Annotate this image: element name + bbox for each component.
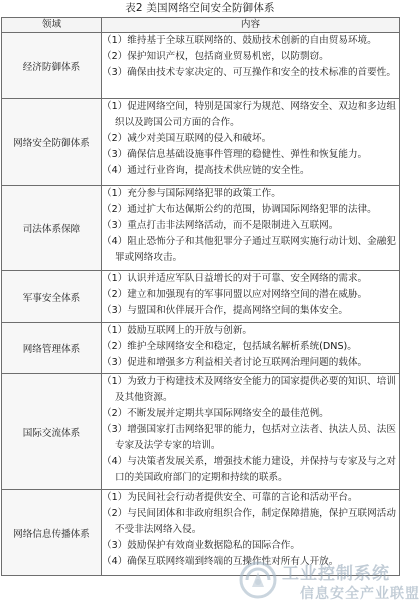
list-item: （1）鼓励互联网上的开放与创新。 [102,325,253,336]
content-cell [102,186,400,271]
list-item: （2）维护全球网络安全和稳定，包括域名解析系统(DNS)。 [102,341,357,352]
list-item: （4）通过行业咨询，提高技术供应链的安全性。 [102,165,310,176]
table-row [2,33,400,99]
table-row [2,374,400,490]
domain-information-dissemination: 网络信息传播体系 [2,490,102,576]
content-cell [102,99,400,186]
list-item: （3）确保由技术专家决定的、可互操作和安全的技术标准的首要性。 [102,67,396,78]
list-item: （1）认识并适应军队日益增长的对于可靠、安全网络的需求。 [102,273,368,284]
list-item: （3）鼓励保护有效商业数据隐私的国际合作。 [102,540,300,551]
list-item: （1）维持基于全球互联网络的、鼓励技术创新的自由贸易环境。 [102,35,377,46]
domain-economic: 经济防御体系 [2,33,102,99]
list-item: （2）不断发展并定期共享国际网络安全的最佳范例。 [102,408,329,419]
table-row [2,323,400,374]
header-domain: 领域 [2,18,102,33]
watermark-line-1: 工业控制系统 [282,564,390,584]
domain-military: 军事安全体系 [2,271,102,323]
table-row [2,186,400,271]
list-item: （2）保护知识产权，包括商业贸易机密，以防剽窃。 [102,51,329,62]
list-item: （1）促进网络空间，特别是国家行为规范、网络安全、双边和多边组织以及跨国公司方面的合作。 [102,101,396,128]
table-row [2,99,400,186]
list-item: （4）与决策者发展关系，增强技术能力建设，并保持与专家及与之对口的美国政府部门的定期和持续的联系。 [102,456,396,483]
table-row [2,271,400,323]
table-row [2,490,400,576]
list-item: （3）促进和增强多方利益相关者讨论互联网治理问题的载体。 [102,357,368,368]
table-header-row [2,18,400,33]
domain-judicial: 司法体系保障 [2,186,102,271]
domain-cyber-security: 网络安全防御体系 [2,99,102,186]
content-cell [102,374,400,490]
watermark-line-2: 信息安全产业联盟 [300,586,420,602]
content-cell [102,271,400,323]
list-item: （3）重点打击非法网络活动，而不是限制进入互联网。 [102,220,339,231]
list-item: （4）阻止恐怖分子和其他犯罪分子通过互联网实施行动计划、金融犯罪或网络攻击。 [102,236,396,263]
content-cell [102,490,400,576]
domain-international-exchange: 国际交流体系 [2,374,102,490]
list-item: （3）增强国家打击网络犯罪的能力，包括对立法者、执法人员、法医专家及法学专家的培训。 [102,424,396,451]
list-item: （3）与盟国和伙伴展开合作，提高网络空间的集体安全。 [102,305,348,316]
list-item: （1）为民间社会行动者提供安全、可靠的言论和活动平台。 [102,492,358,503]
table-caption: 表2 美国网络空间安全防御体系 [125,2,275,14]
domain-network-management: 网络管理体系 [2,323,102,374]
list-item: （4）确保互联网终端到终端的互操作性对所有人开放。 [102,556,339,567]
list-item: （1）为致力于构建技术及网络安全能力的国家提供必要的知识、培训及其他资源。 [102,376,396,403]
list-item: （2）与民间团体和非政府组织合作，制定保障措施，保护互联网活动不受非法网络入侵。 [102,508,396,535]
list-item: （2）建立和加强现有的军事同盟以应对网络空间的潜在威胁。 [102,289,368,300]
header-content: 内容 [102,18,400,33]
list-item: （2）通过扩大布达佩斯公约的范围，协调国际网络犯罪的法律。 [102,204,377,215]
content-cell [102,33,400,99]
content-cell [102,323,400,374]
list-item: （2）减少对美国互联网的侵入和破坏。 [102,133,272,144]
defense-system-table [1,17,400,576]
list-item: （3）确保信息基础设施事件管理的稳健性、弹性和恢复能力。 [102,149,368,160]
list-item: （1）充分参与国际网络犯罪的政策工作。 [102,188,281,199]
